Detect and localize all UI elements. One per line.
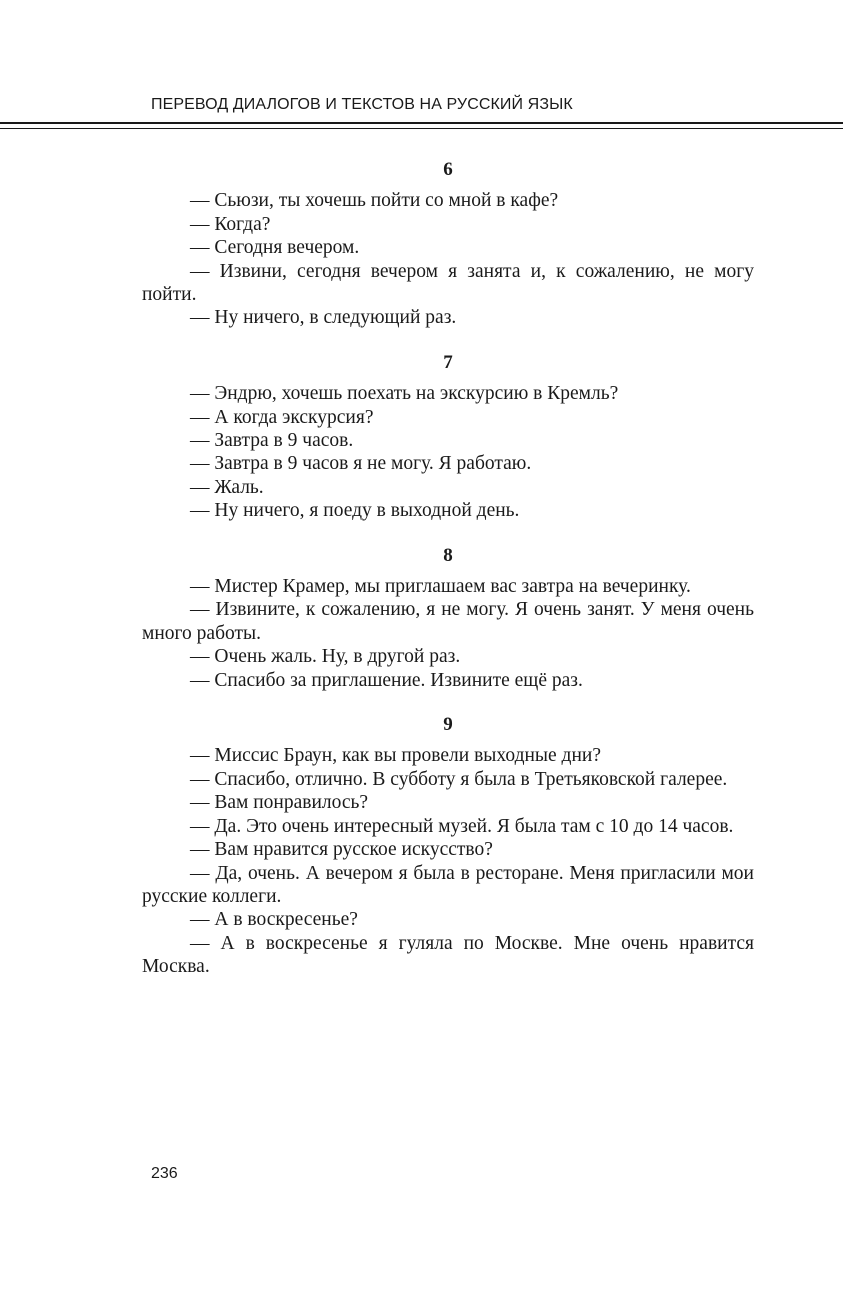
dialogue-line: — Очень жаль. Ну, в другой раз. xyxy=(190,646,461,668)
dialogue-line: — Вам нравится русское искусство? xyxy=(190,839,493,861)
section-number: 8 xyxy=(443,544,453,566)
section-number: 6 xyxy=(443,159,453,180)
section-number: 9 xyxy=(443,714,453,736)
dialogue-section-7 xyxy=(142,351,754,523)
dialogue-line: — Вам понравилось? xyxy=(190,792,369,814)
dialogue-line: — Сьюзи, ты хочешь пойти со мной в кафе? xyxy=(190,190,559,212)
dialogue-line: — Извини, сегодня вечером я занята и, к сожалению, не могу пойти. xyxy=(142,260,754,306)
dialogue-section-8 xyxy=(142,544,754,692)
page-body xyxy=(142,150,754,979)
dialogue-line: — Когда? xyxy=(190,213,271,235)
dialogue-line: — Завтра в 9 часов. xyxy=(190,430,354,452)
dialogue-line: — Да, очень. А вечером я была в ресторане. Меня пригласили мои русские коллеги. xyxy=(142,862,754,907)
header-rule-thick xyxy=(0,122,843,124)
dialogue-line: — Жаль. xyxy=(190,476,264,498)
dialogue-line: — Мистер Крамер, мы приглашаем вас завтра на вечеринку. xyxy=(190,576,691,598)
dialogue-line: — Извините, к сожалению, я не могу. Я очень занят. У меня очень много работы. xyxy=(142,599,754,644)
dialogue-line: — Да. Это очень интересный музей. Я была там с 10 до 14 часов. xyxy=(190,815,734,837)
dialogue-line: — А когда экскурсия? xyxy=(190,406,374,428)
dialogue-line: — Сегодня вечером. xyxy=(190,237,360,259)
dialogue-line: — А в воскресенье я гуляла по Москве. Мне очень нравится Москва. xyxy=(142,932,754,978)
running-head: ПЕРЕВОД ДИАЛОГОВ И ТЕКСТОВ НА РУССКИЙ ЯЗЫК xyxy=(151,96,573,113)
dialogue-section-6 xyxy=(142,158,754,330)
dialogue-line: — Спасибо, отлично. В субботу я была в Третьяковской галерее. xyxy=(190,768,728,790)
dialogue-line: — Завтра в 9 часов я не могу. Я работаю. xyxy=(190,453,532,475)
dialogue-line: — Ну ничего, я поеду в выходной день. xyxy=(190,500,520,522)
dialogue-line: — Ну ничего, в следующий раз. xyxy=(190,307,457,329)
dialogue-line: — А в воскресенье? xyxy=(190,909,358,931)
header-rule-thin xyxy=(0,128,843,129)
dialogue-section-9 xyxy=(142,713,754,978)
page-number: 236 xyxy=(151,1165,178,1182)
dialogue-line: — Спасибо за приглашение. Извините ещё раз. xyxy=(190,669,583,691)
dialogue-line: — Эндрю, хочешь поехать на экскурсию в Кремль? xyxy=(190,383,619,405)
section-number: 7 xyxy=(443,351,453,373)
dialogue-line: — Миссис Браун, как вы провели выходные дни? xyxy=(190,745,602,767)
